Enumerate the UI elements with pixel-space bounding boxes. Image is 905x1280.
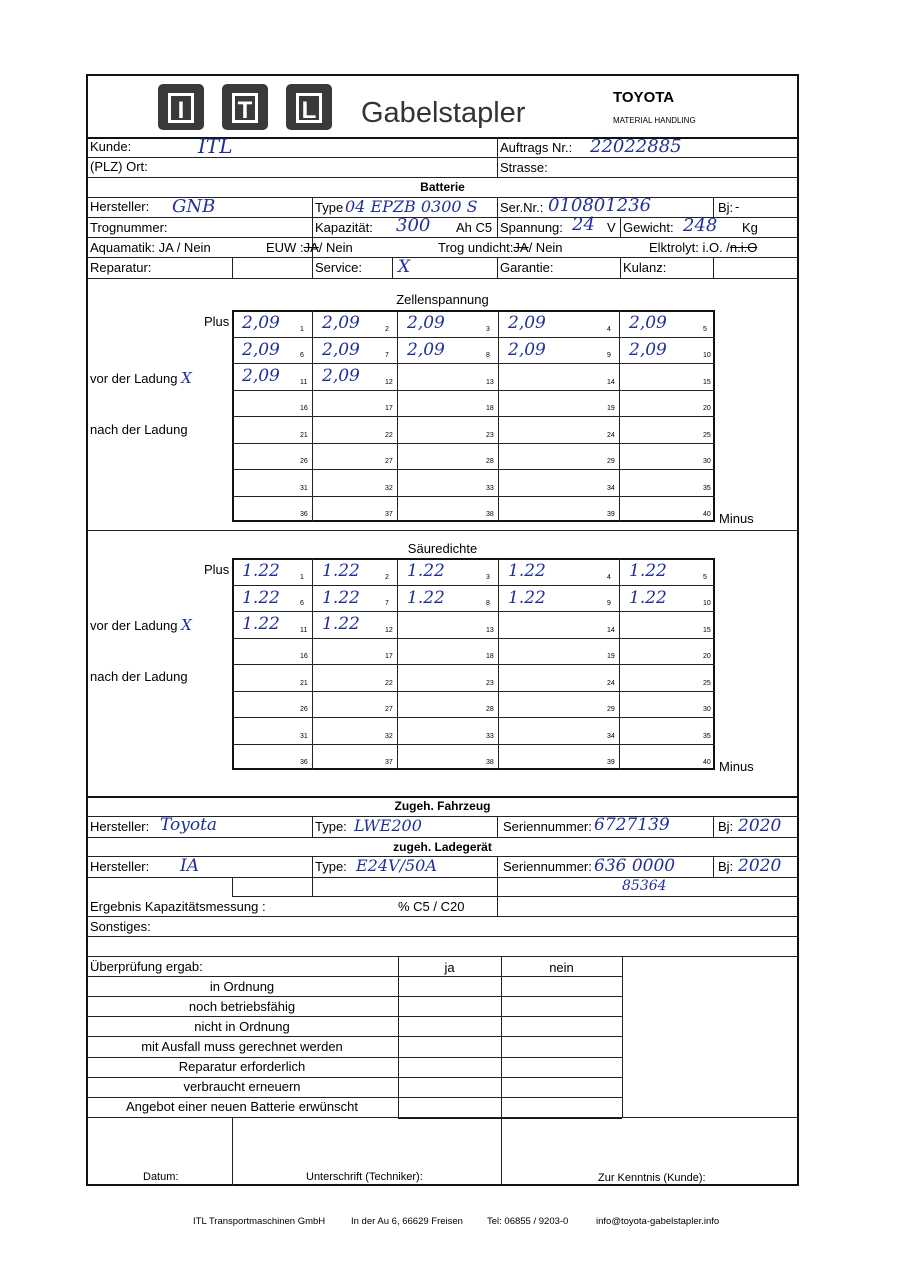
grid-line — [232, 585, 715, 586]
gewicht-label: Gewicht: — [623, 220, 674, 235]
lg-type-label: Type: — [315, 859, 347, 874]
cell-number: 6 — [300, 600, 304, 607]
footer-address: In der Au 6, 66629 Freisen — [351, 1216, 463, 1227]
cell-value: 2,09 — [242, 339, 280, 360]
grid-line — [232, 664, 715, 665]
lg-type-value: E24V/50A — [356, 856, 437, 875]
cell-number: 27 — [385, 458, 393, 465]
cell-number: 9 — [607, 600, 611, 607]
cell-number: 30 — [703, 458, 711, 465]
pruefung-row: Angebot einer neuen Batterie erwünscht — [126, 1099, 358, 1114]
unterschrift-label: Unterschrift (Techniker): — [306, 1171, 423, 1183]
zs-minus-label: Minus — [719, 511, 754, 526]
hersteller-value: GNB — [172, 196, 216, 217]
cell-value: 1.22 — [242, 614, 280, 634]
cell-number: 21 — [300, 431, 308, 439]
cell-number: 32 — [385, 484, 393, 492]
grid-line — [232, 744, 715, 745]
cell-number: 34 — [607, 732, 615, 740]
elektrolyt-label: Elktrolyt: i.O. /n.i.O — [649, 240, 758, 255]
cell-number: 20 — [703, 653, 711, 660]
cell-number: 18 — [486, 405, 494, 412]
cell-number: 34 — [607, 484, 615, 492]
fz-type-label: Type: — [315, 819, 347, 834]
sonstiges-label: Sonstiges: — [90, 919, 151, 934]
type-value: 04 EPZB 0300 S — [345, 197, 478, 216]
footer-email: info@toyota-gabelstapler.info — [596, 1216, 720, 1227]
grid-line — [232, 638, 715, 639]
zs-vor-label: vor der Ladung X — [90, 369, 192, 387]
cell-number: 24 — [607, 431, 615, 439]
cell-number: 36 — [300, 759, 308, 766]
service-label: Service: — [315, 260, 362, 275]
cell-number: 10 — [703, 600, 711, 607]
fz-bj-value: 2020 — [738, 816, 782, 836]
fz-type-value: LWE200 — [354, 816, 422, 835]
lg-bj-label: Bj: — [718, 859, 734, 874]
cell-number: 19 — [607, 653, 615, 660]
brand-subtitle: MATERIAL HANDLING — [613, 116, 696, 125]
cell-number: 15 — [703, 626, 711, 634]
grid-line — [232, 443, 715, 444]
cell-number: 5 — [703, 573, 707, 581]
cell-number: 28 — [486, 458, 494, 465]
cell-number: 40 — [703, 759, 711, 766]
cell-number: 28 — [486, 706, 494, 713]
kg-label: Kg — [742, 220, 758, 235]
cell-number: 1 — [300, 573, 304, 581]
lg-sn-value-2: 85364 — [622, 878, 667, 894]
zellenspannung-grid — [232, 310, 715, 522]
cell-number: 11 — [300, 626, 308, 634]
cell-value: 1.22 — [629, 587, 667, 608]
reparatur-label: Reparatur: — [90, 260, 152, 275]
ergebnis-label: Ergebnis Kapazitätsmessung : — [90, 899, 266, 914]
cell-value: 2,09 — [629, 339, 667, 360]
type-label: Type — [315, 200, 344, 215]
cell-value: 1.22 — [508, 561, 546, 581]
cell-number: 39 — [607, 759, 615, 766]
kapazitaet-label: Kapazität: — [315, 220, 373, 235]
pruefung-row: mit Ausfall muss gerechnet werden — [141, 1039, 343, 1054]
fz-hersteller-value: Toyota — [160, 815, 218, 835]
zellenspannung-title: Zellenspannung — [396, 292, 489, 307]
sd-minus-label: Minus — [719, 759, 754, 774]
logo-letter-i: I — [158, 84, 204, 130]
cell-number: 40 — [703, 511, 711, 518]
cell-number: 5 — [703, 325, 707, 333]
ort-label: (PLZ) Ort: — [90, 159, 148, 174]
pruefung-label: Überprüfung ergab: — [90, 959, 203, 974]
cell-number: 22 — [385, 679, 393, 687]
cell-number: 2 — [385, 325, 389, 333]
cell-number: 26 — [300, 706, 308, 713]
cell-number: 15 — [703, 378, 711, 386]
fz-bj-label: Bj: — [718, 819, 734, 834]
cell-value: 1.22 — [407, 587, 445, 608]
kunde-label: Kunde: — [90, 139, 132, 154]
cell-number: 4 — [607, 325, 611, 333]
cell-number: 4 — [607, 573, 611, 581]
bj-value: - — [735, 199, 740, 214]
euw-label: EUW :JA/ Nein — [266, 240, 353, 255]
trognummer-label: Trognummer: — [90, 220, 168, 235]
cell-number: 26 — [300, 458, 308, 465]
cell-number: 10 — [703, 352, 711, 359]
cell-number: 1 — [300, 325, 304, 333]
section-batterie: Batterie — [420, 180, 465, 194]
cell-number: 38 — [486, 511, 494, 518]
cell-value: 1.22 — [242, 587, 280, 608]
grid-line — [232, 390, 715, 391]
aquamatik-label: Aquamatik: JA / Nein — [90, 240, 211, 255]
cell-number: 8 — [486, 600, 490, 607]
footer-company: ITL Transportmaschinen GmbH — [193, 1216, 326, 1227]
sd-plus-label: Plus — [204, 562, 230, 577]
cell-number: 3 — [486, 325, 490, 333]
cell-number: 12 — [385, 626, 393, 634]
ah-label: Ah C5 — [456, 220, 493, 235]
cell-number: 30 — [703, 706, 711, 713]
grid-line — [232, 691, 715, 692]
cell-value: 1.22 — [322, 561, 360, 581]
cell-number: 16 — [300, 405, 308, 412]
pruefung-row: verbraucht erneuern — [183, 1079, 301, 1094]
cell-number: 29 — [607, 706, 615, 713]
cell-number: 37 — [385, 759, 393, 766]
zs-nach-label: nach der Ladung — [90, 422, 188, 437]
cell-number: 13 — [486, 378, 494, 386]
cell-number: 31 — [300, 732, 308, 740]
cell-number: 16 — [300, 653, 308, 660]
cell-number: 3 — [486, 573, 490, 581]
bj-label: Bj: — [718, 200, 734, 215]
cell-number: 23 — [486, 679, 494, 687]
logo-letter-t: T — [222, 84, 268, 130]
auftrag-value: 22022885 — [590, 136, 682, 157]
cell-value: 2,09 — [508, 313, 546, 333]
cell-number: 19 — [607, 405, 615, 412]
grid-line — [232, 496, 715, 497]
sd-nach-label: nach der Ladung — [90, 669, 188, 684]
lg-sn-value: 636 0000 — [594, 856, 676, 876]
cell-value: 2,09 — [407, 339, 445, 360]
spannung-value: 24 — [572, 214, 595, 235]
cell-value: 2,09 — [322, 366, 360, 386]
fz-sn-label: Seriennummer: — [503, 819, 592, 834]
pruefung-row: Reparatur erforderlich — [178, 1059, 306, 1074]
cell-number: 39 — [607, 511, 615, 518]
cell-number: 11 — [300, 378, 308, 386]
grid-line — [232, 363, 715, 364]
cell-number: 7 — [385, 352, 389, 359]
cell-number: 33 — [486, 732, 494, 740]
logo-letter-l: L — [286, 84, 332, 130]
garantie-label: Garantie: — [500, 260, 554, 275]
cell-value: 2,09 — [322, 339, 360, 360]
cell-number: 35 — [703, 732, 711, 740]
lg-hersteller-value: IA — [180, 856, 199, 876]
cell-number: 38 — [486, 759, 494, 766]
cell-number: 25 — [703, 679, 711, 687]
pruefung-nein: nein — [549, 960, 574, 975]
cell-number: 17 — [385, 653, 393, 660]
cell-number: 36 — [300, 511, 308, 518]
cell-number: 33 — [486, 484, 494, 492]
cell-number: 13 — [486, 626, 494, 634]
grid-line — [232, 717, 715, 718]
cell-number: 18 — [486, 653, 494, 660]
service-value: X — [398, 257, 411, 277]
brand-name: TOYOTA — [613, 89, 675, 106]
kulanz-label: Kulanz: — [623, 260, 667, 275]
pruefung-row: nicht in Ordnung — [194, 1019, 290, 1034]
cell-value: 1.22 — [629, 561, 667, 581]
trog-label: Trog undicht:JA/ Nein — [438, 240, 563, 255]
cell-number: 8 — [486, 352, 490, 359]
cell-value: 1.22 — [322, 587, 360, 608]
fz-sn-value: 6727139 — [594, 815, 670, 835]
sernr-value: 010801236 — [548, 195, 652, 216]
cell-number: 23 — [486, 431, 494, 439]
cell-number: 25 — [703, 431, 711, 439]
pruefung-row: noch betriebsfähig — [188, 999, 296, 1014]
cell-number: 12 — [385, 378, 393, 386]
lg-sn-label: Seriennummer: — [503, 859, 592, 874]
logo-word: Gabelstapler — [361, 97, 526, 129]
saeuredichte-title: Säuredichte — [407, 541, 478, 556]
cell-number: 24 — [607, 679, 615, 687]
grid-line — [232, 611, 715, 612]
cell-number: 14 — [607, 378, 615, 386]
ergebnis-unit: % C5 / C20 — [398, 899, 465, 914]
fz-hersteller-label: Hersteller: — [90, 819, 150, 834]
strasse-label: Strasse: — [500, 160, 548, 175]
cell-number: 21 — [300, 679, 308, 687]
grid-line — [232, 469, 715, 470]
cell-value: 2,09 — [407, 313, 445, 333]
cell-number: 32 — [385, 732, 393, 740]
cell-number: 37 — [385, 511, 393, 518]
cell-number: 2 — [385, 573, 389, 581]
cell-value: 2,09 — [242, 313, 280, 333]
saeuredichte-grid — [232, 558, 715, 770]
cell-number: 22 — [385, 431, 393, 439]
kunde-value: ITL — [198, 134, 233, 158]
sernr-label: Ser.Nr.: — [500, 200, 544, 215]
cell-value: 2,09 — [242, 366, 280, 386]
cell-value: 2,09 — [508, 339, 546, 360]
cell-number: 6 — [300, 352, 304, 359]
cell-number: 29 — [607, 458, 615, 465]
cell-number: 9 — [607, 352, 611, 359]
zs-plus-label: Plus — [204, 314, 230, 329]
pruefung-row: in Ordnung — [209, 979, 275, 994]
cell-number: 7 — [385, 600, 389, 607]
cell-number: 35 — [703, 484, 711, 492]
v-label: V — [607, 220, 616, 235]
cell-number: 17 — [385, 405, 393, 412]
lg-bj-value: 2020 — [738, 856, 782, 876]
cell-number: 20 — [703, 405, 711, 412]
cell-value: 1.22 — [242, 561, 280, 581]
section-fahrzeug: Zugeh. Fahrzeug — [394, 799, 491, 813]
lg-hersteller-label: Hersteller: — [90, 859, 150, 874]
footer-tel: Tel: 06855 / 9203-0 — [487, 1216, 569, 1227]
cell-value: 2,09 — [322, 313, 360, 333]
kenntnis-label: Zur Kenntnis (Kunde): — [598, 1172, 706, 1184]
cell-number: 14 — [607, 626, 615, 634]
gewicht-value: 248 — [683, 215, 718, 236]
cell-value: 1.22 — [407, 561, 445, 581]
grid-line — [232, 416, 715, 417]
cell-value: 1.22 — [322, 614, 360, 634]
cell-number: 27 — [385, 706, 393, 713]
datum-label: Datum: — [143, 1171, 179, 1183]
kapazitaet-value: 300 — [396, 215, 431, 236]
cell-value: 1.22 — [508, 587, 546, 608]
auftrag-label: Auftrags Nr.: — [500, 140, 573, 155]
cell-number: 31 — [300, 484, 308, 492]
cell-value: 2,09 — [629, 313, 667, 333]
section-ladegeraet: zugeh. Ladegerät — [393, 840, 492, 854]
grid-line — [232, 337, 715, 338]
hersteller-label: Hersteller: — [90, 199, 150, 214]
sd-vor-label: vor der Ladung X — [90, 616, 192, 634]
rule — [86, 137, 799, 139]
spannung-label: Spannung: — [500, 220, 563, 235]
pruefung-ja: ja — [444, 960, 455, 975]
